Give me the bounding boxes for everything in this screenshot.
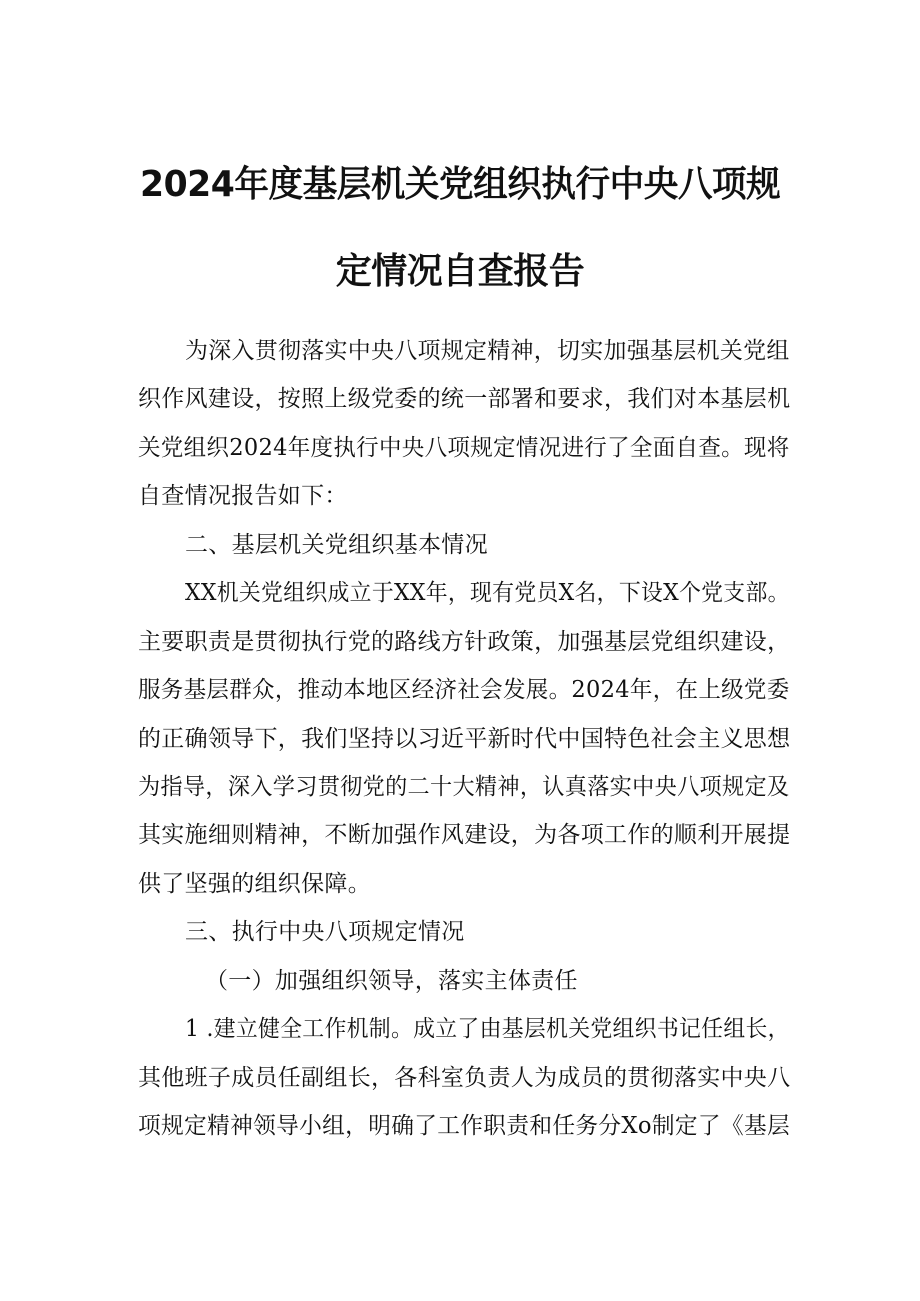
document-title-line-1: 2024年度基层机关党组织执行中央八项规 xyxy=(139,164,781,205)
paragraph-line: 供了坚强的组织保障。 xyxy=(138,871,371,897)
paragraph-line: 主要职责是贯彻执行党的路线方针政策，加强基层党组织建设， xyxy=(138,629,791,655)
paragraph-line: XX机关党组织成立于XX年，现有党员X名，下设X个党支部。 xyxy=(185,580,790,606)
section-heading: 二、基层机关党组织基本情况 xyxy=(185,532,488,558)
paragraph-line: 的正确领导下，我们坚持以习近平新时代中国特色社会主义思想 xyxy=(138,726,791,752)
paragraph-line: 项规定精神领导小组，明确了工作职责和任务分Xo制定了《基层 xyxy=(138,1113,791,1139)
paragraph-line: 为指导，深入学习贯彻党的二十大精神，认真落实中央八项规定及 xyxy=(138,774,790,800)
paragraph-line: 关党组织2024年度执行中央八项规定情况进行了全面自查。现将 xyxy=(138,435,790,461)
paragraph-line: 为深入贯彻落实中央八项规定精神，切实加强基层机关党组 xyxy=(185,338,790,364)
paragraph-line: 1 .建立健全工作机制。成立了由基层机关党组织书记任组长， xyxy=(185,1016,790,1042)
paragraph-line: 服务基层群众，推动本地区经济社会发展。2024年，在上级党委 xyxy=(138,677,790,703)
paragraph-line: 自查情况报告如下： xyxy=(138,483,348,509)
section-heading: 三、执行中央八项规定情况 xyxy=(185,919,465,945)
subsection-heading: （一）加强组织领导，落实主体责任 xyxy=(205,968,578,994)
paragraph-line: 其实施细则精神，不断加强作风建设，为各项工作的顺利开展提 xyxy=(138,822,791,848)
paragraph-line: 其他班子成员任副组长，各科室负责人为成员的贯彻落实中央八 xyxy=(138,1065,791,1091)
document-title-line-2: 定情况自查报告 xyxy=(335,251,585,292)
paragraph-line: 织作风建设，按照上级党委的统一部署和要求，我们对本基层机 xyxy=(138,386,791,412)
